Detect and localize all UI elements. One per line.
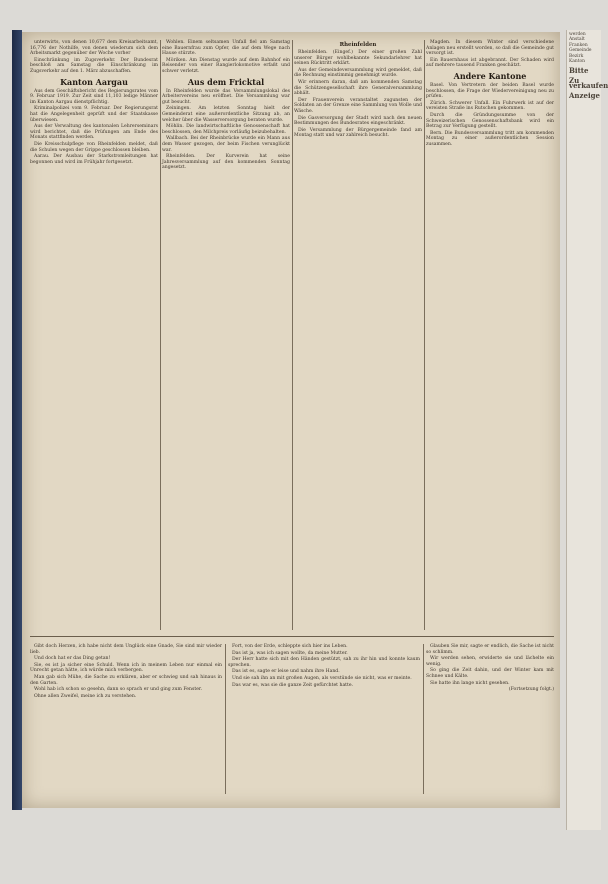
paragraph: Die Gasversorgung der Stadt wird nach den neuen Bestimmungen des Bundesrates eingeschränkt. [294,115,422,127]
paragraph: Sie, es ist ja sicher eine Schuld. Wenn ich in meinem Leben nur einmal ein Unrecht getan hätte, ich würde mich verbergen. [30,662,222,674]
edge-line: Gemeinde [569,48,592,54]
paragraph: In Rheinfelden wurde das Versammlungslokal des Arbeitervereins neu eröffnet. Die Versammlung war gut besucht. [162,88,290,105]
paragraph: Und doch hat er das Ding getan! [34,656,111,662]
edge-line: Franken [569,42,588,48]
paragraph: Aarau. Der Ausbau der Starkstromleitungen hat begonnen und wird im Frühjahr fortgesetzt. [30,154,158,165]
column-rule [292,40,293,630]
paragraph: Glauben Sie mir, sagte er endlich, die Sache ist nicht so schlimm. [426,644,554,655]
paragraph: Sie hatte ihn lange nicht gesehen. [430,680,510,686]
edge-text [567,30,608,104]
feuilleton-continuation: (Fortsetzung folgt.) [508,687,554,693]
edge-ad-heading: Zu verkaufen [569,75,608,91]
column-4 [426,40,554,640]
paragraph: Durch die Gründungssumme von der Schweizerischen Genossenschaftsbank wird ein Betrag zur Verfügung gestellt. [426,112,554,130]
feuilleton-left [30,644,222,800]
feuilleton-right [426,644,554,800]
edge-line: Kanton [569,59,585,65]
edge-line: werden [569,32,586,37]
paragraph: Kriminalpolizei vom 9. Februar. Der Regierungsrat hat die Angelegenheit geprüft und der Staatskasse überwiesen. [30,106,158,123]
column-rule [225,644,226,794]
paragraph: Der Frauenverein veranstaltet zugunsten der Soldaten an der Grenze eine Sammlung von Wolle und Wäsche. [294,97,422,114]
newspaper-page [22,32,560,808]
paragraph: Magden. In diesem Winter sind verschiedene Anlagen neu erstellt worden, so daß die Gemeinde gut versorgt ist. [426,40,554,57]
heading-andere-kantone: Andere Kantone [453,70,527,81]
paragraph: unterwirts, von denen 10,677 dem Kreisarbeitsamt, 16,776 der Nothilfe, von denen wiederum sich dem Arbeitsmarkt gegenüber der Woche vorher [30,40,158,57]
paragraph: Der Herr hatte sich mit den Händen gestützt, sah zu ihr hin und konnte kaum sprechen. [228,657,420,668]
paragraph: Zeiningen. Am letzten Sonntag hielt der Gemeinderat eine außerordentliche Sitzung ab, an welcher über die Wasserversorgung beraten wurde. [162,106,290,123]
edge-line: Bezirk [569,53,584,59]
feuilleton-middle [228,644,420,800]
paragraph: Basel. Von Vertretern der beiden Basel wurde beschlossen, die Frage der Wiedervereinigung neu zu prüfen. [426,82,554,100]
paragraph: Aus der Verwaltung des kantonalen Lehrerseminars wird berichtet, daß die Prüfungen am Ende des Monats stattfinden werden. [30,124,158,141]
paragraph: Zürich. Schwerer Unfall. Ein Fuhrwerk ist auf der vereisten Straße ins Rutschen gekommen. [426,100,554,112]
edge-ad-heading: Anzeige [569,90,600,100]
paragraph: Man gab sich Mühe, die Sache zu erklären, aber er schwieg und sah hinaus in den Garten. [30,674,222,686]
paragraph: Und sie sah ihn an mit großen Augen, als verstünde sie nicht, was er meinte. [232,675,412,681]
column-rule [160,40,161,630]
column-rule [424,40,425,630]
edge-ad-heading: Bitte [569,66,589,76]
paragraph: Wohl hab ich schon so gesehn, dann so sprach er und ging zum Fenster. [34,687,203,693]
column-1 [30,40,158,640]
heading-kanton-aargau: Kanton Aargau [60,76,128,87]
paragraph: Aus dem Geschäftsbericht des Regierungsrates vom 9. Februar 1919. Zur Zeit sind 11,103 ledige Männer im Kanton Aargau dienstpflichtig. [30,88,158,105]
paragraph: Die Versammlung der Bürgergemeinde fand am Montag statt und war zahlreich besucht. [294,127,422,139]
paragraph: Das ist es, sagte er leise und nahm ihre Hand. [232,669,340,675]
paragraph: Das ist ja, was ich sagen wollte, da meine Mutter. [232,650,348,656]
paragraph: Ein Bauernhaus ist abgebrannt. Der Schaden wird auf mehrere tausend Franken geschätzt. [426,57,554,69]
paragraph: So ging die Zeit dahin, und der Winter kam mit Schnee und Kälte. [426,668,554,679]
column-3 [294,40,422,640]
paragraph: Wir werden sehen, erwiderte sie und lächelte ein wenig. [426,656,554,667]
subheading-rheinfelden: Rheinfelden [339,42,377,48]
book-spine [12,30,22,810]
column-rule [423,644,424,794]
paragraph: Wir erinnern daran, daß am kommenden Samstag die Schützengesellschaft ihre Generalversammlung abhält. [294,79,422,97]
paragraph: Wohlen. Einem seltsamen Unfall fiel am Samstag eine Bauernfrau zum Opfer, die auf dem Wege nach Hause stürzte. [162,40,290,57]
paragraph: Rheinfelden. (Eingef.) Der einer großen Zahl unserer Bürger wohlbekannte Sekundarlehrer hat seinen Rücktritt erklärt. [294,50,422,67]
paragraph: Bern. Die Bundesversammlung tritt am kommenden Montag zu einer außerordentlichen Session zusammen. [426,130,554,147]
paragraph: Aus der Gemeindeversammlung wird gemeldet, daß die Rechnung einstimmig genehmigt wurde. [294,67,422,79]
paragraph: Wallbach. Bei der Rheinbrücke wurde ein Mann aus dem Wasser gezogen, der beim Fischen verunglückt war. [162,136,290,153]
paragraph: Gibt doch Herzen, ich habe nicht dem Unglück eine Gnade, Sie sind mir wieder lieb. [30,644,222,655]
paragraph: Ohne allen Zweifel, meine ich zu verstehen. [34,693,137,699]
paragraph: Möhlin. Die landwirtschaftliche Genossenschaft hat beschlossen, den Milchpreis vorläufig beizubehalten. [162,124,290,135]
heading-aus-dem-fricktal: Aus dem Fricktal [187,76,265,87]
column-2 [162,40,290,640]
paragraph: Das war es, was sie die ganze Zeit gefürchtet hatte. [232,682,354,688]
paragraph: Rheinfelden. Der Kurverein hat seine Jahresversammlung auf den kommenden Sonntag angesetzt. [162,154,290,171]
adjacent-page-edge [566,30,608,830]
paragraph: Fort, von der Erde, schleppte sich hier ins Leben. [232,644,348,649]
feuilleton-divider [30,636,554,637]
edge-line: Anstalt [569,37,585,43]
paragraph: Einschränkung im Zugsverkehr. Der Bundesrat beschloß am Samstag die Einschränkung im Zugsverkehr auf den 1. März abzuschaffen. [30,57,158,74]
paragraph: Die Kreisschulpflege von Rheinfelden meldet, daß die Schulen wegen der Grippe geschlossen bleiben. [30,141,158,153]
paragraph: Möriken. Am Dienstag wurde auf dem Bahnhof ein Reisender von einer Rangierlokomotive erfaßt und schwer verletzt. [162,57,290,74]
